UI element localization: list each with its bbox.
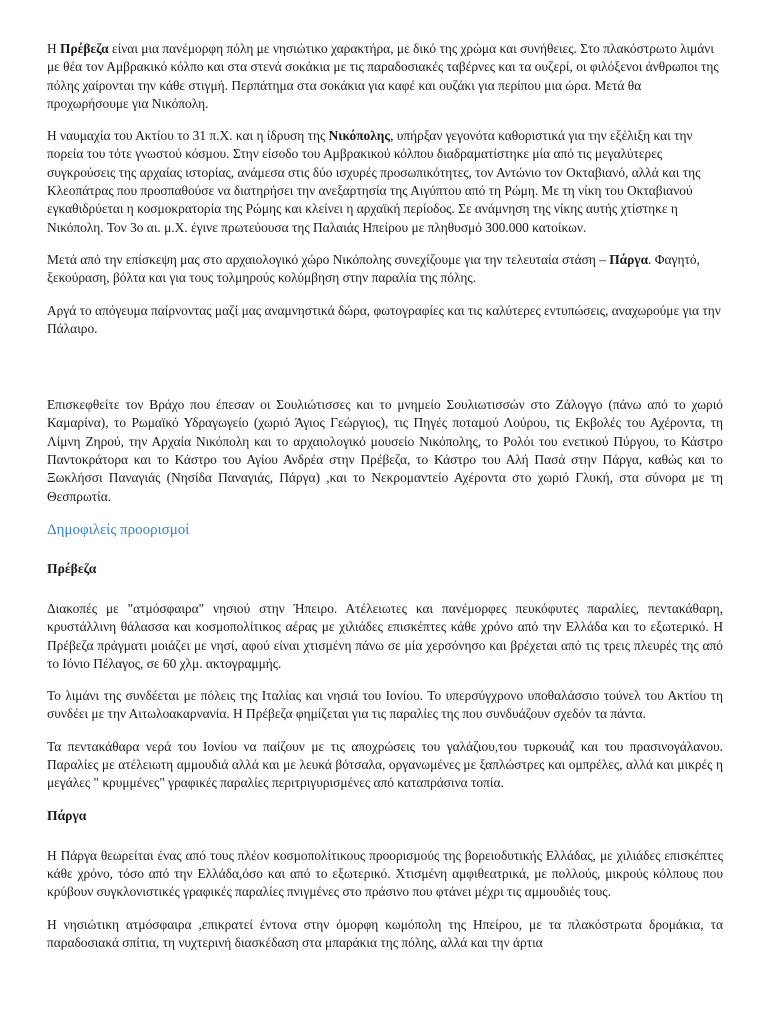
subheading-parga: Πάργα — [47, 807, 87, 823]
intro-paragraph-nikopolis: Η ναυμαχία του Ακτίου το 31 π.Χ. και η ίδρυση της Νικόπολης, υπήρξαν γεγονότα καθοριστικά για την εξέλιξη και την πορεία του τότε γνωστού κόσμου. Στην είσοδο του Αμβρακικού κόλπου διαδραματίστηκε μία από τις μεγαλύτερες συγκρούσεις της αρχαίας ιστορίας, ανάμεσα στις δύο ισχυρές προσωπικότητες, τον Αντώνιο τον Οκταβιανό, αλλά και της Κλεοπάτρας που προσπαθούσε να διατηρήσει την ανεξαρτησία της Αιγύπτου από τη Ρώμη. Με τη νίκη του Οκταβιανού εγκαθιδρύεται η κοσμοκρατορία της Ρώμης και κλείνει η αρχαϊκή περίοδος. Σε ανάμνηση της νίκης αυτής χτίστηκε η Νικόπολη. Τον 3ο αι. μ.Χ. έγινε πρωτεύουσα της Παλαιάς Ηπείρου με πληθυσμό 300.000 κατοίκων. — [47, 128, 701, 235]
intro-paragraph-preveza: Η Πρέβεζα είναι μια πανέμορφη πόλη με νησιώτικο χαρακτήρα, με δικό της χρώμα και συνήθειες. Στο πλακόστρωτο λιμάνι με θέα τον Αμβρακικό κόλπο και στα στενά σοκάκια με τις παραδοσιακές ταβέρνες και τα ουζερί, οι φιλόξενοι άνθρωποι της πόλης χαίρονται την κάθε στιγμή. Περπάτημα στα σοκάκια για καφέ και ουζάκι για περίπου μια ώρα. Μετά θα προχωρήσουμε για Νικόπολη. — [47, 41, 719, 111]
subheading-preveza: Πρέβεζα — [47, 560, 97, 576]
parga-paragraph-2: Η νησιώτικη ατμόσφαιρα ,επικρατεί έντονα στην όμορφη κωμόπολη της Ηπείρου, με τα πλακόστρωτα δρομάκια, τα παραδοσιακά σπίτια, τη νυχτερινή διασκέδαση στα μπαράκια της πόλης, αλλά και την άρτια — [47, 916, 723, 950]
bold-term-nikopolis: Νικόπολης — [328, 128, 391, 144]
preveza-paragraph-1: Διακοπές με "ατμόσφαιρα" νησιού στην Ήπειρο. Ατέλειωτες και πανέμορφες πευκόφυτες παραλίες, πεντακάθαρη, κρυστάλλινη θάλασσα και κοσμοπολίτικος αέρας με χιλιάδες επισκέπτες κάθε χρόνο από την Ελλάδα και το εξωτερικό. Η Πρέβεζα πράγματι μοιάζει με νησί, αφού είναι χτισμένη πάνω σε μία χερσόνησο και βρέχεται από τις τρεις πλευρές της από το Ιόνιο Πέλαγος, σε 60 χλμ. ακτογραμμής. — [47, 600, 723, 671]
bold-term-parga: Πάργα — [609, 251, 649, 267]
bold-term-preveza: Πρέβεζα — [60, 41, 109, 56]
section-heading-destinations: Δημοφιλείς προορισμοί — [47, 521, 190, 538]
intro-paragraph-parga: Μετά από την επίσκεψη μας στο αρχαιολογικό χώρο Νικόπολης συνεχίζουμε για την τελευταία στάση – Πάργα. Φαγητό, ξεκούραση, βόλτα και για τους τολμηρούς κολύμβηση στην παραλία της πόλης. — [47, 251, 700, 286]
intro-paragraph-return: Αργά το απόγευμα παίρνοντας μαζί μας αναμνηστικά δώρα, φωτογραφίες και τις καλύτερες εντυπώσεις, αναχωρούμε για την Πάλαιρο. — [47, 302, 721, 336]
preveza-paragraph-2: Το λιμάνι της συνδέεται με πόλεις της Ιταλίας και νησιά του Ιονίου. Το υπερσύγχρονο υποθαλάσσιο τούνελ του Ακτίου τη συνδέει με την Αιτωλοακαρνανία. Η Πρέβεζα φημίζεται για τις παραλίες της που συνδυάζουν σχεδόν τα πάντα. — [47, 688, 723, 722]
preveza-paragraph-3: Τα πεντακάθαρα νερά του Ιονίου να παίζουν με τις αποχρώσεις του γαλάζιου,του τυρκουάζ και του πρασινογάλανου. Παραλίες με ατέλειωτη αμμουδιά αλλά και με λευκά βότσαλα, οργανωμένες με ξαπλώστρες και ομπρέλες, αλλά και μικρές η μεγάλες " κρυμμένες" γραφικές παραλίες περιτριγυρισμένες από καταπράσινα τοπία. — [47, 738, 723, 791]
parga-paragraph-1: Η Πάργα θεωρείται ένας από τους πλέον κοσμοπολίτικους προορισμούς της βορειοδυτικής Ελλάδας, με χιλιάδες επισκέπτες κάθε χρόνο, τόσο από την Ελλάδα,όσο και από το εξωτερικό. Χτισμένη αμφιθεατρικά, με πολλούς, μικρούς κόλπους που κρύβουν συγκλονιστικές γραφικές παραλίες πνιγμένες στο πράσινο που φτάνει μέχρι τις αμμουδιές τους. — [47, 847, 723, 900]
document-page — [47, 40, 723, 966]
intro-paragraph-sights: Επισκεφθείτε τον Βράχο που έπεσαν οι Σουλιώτισσες και το μνημείο Σουλιωτισσών στο Ζάλογγο (πάνω από το χωριό Καμαρίνα), το Ρωμαϊκό Υδραγωγείο (χωριό Άγιος Γεώργιος), τις Πηγές ποταμού Λούρου, τις Εκβολές του Αχέροντα, τη Λίμνη Ζηρού, την Αρχαία Νικόπολη και το αρχαιολογικό μουσείο Νικόπολης, το Ρολόι του ενετικού Πύργου, το Κάστρο Παντοκράτορα και το Κάστρο του Αγίου Ανδρέα στην Πρέβεζα, το Κάστρο του Αλή Πασά στην Πάργα, καθώς και το Ξωκλήσσι Παναγιάς (Νησίδα Παναγιάς, Πάργα) ,και το Νεκρομαντείο Αχέροντα στο χωριό Γλυκή, στα σύνορα με τη Θεσπρωτία. — [47, 397, 723, 504]
